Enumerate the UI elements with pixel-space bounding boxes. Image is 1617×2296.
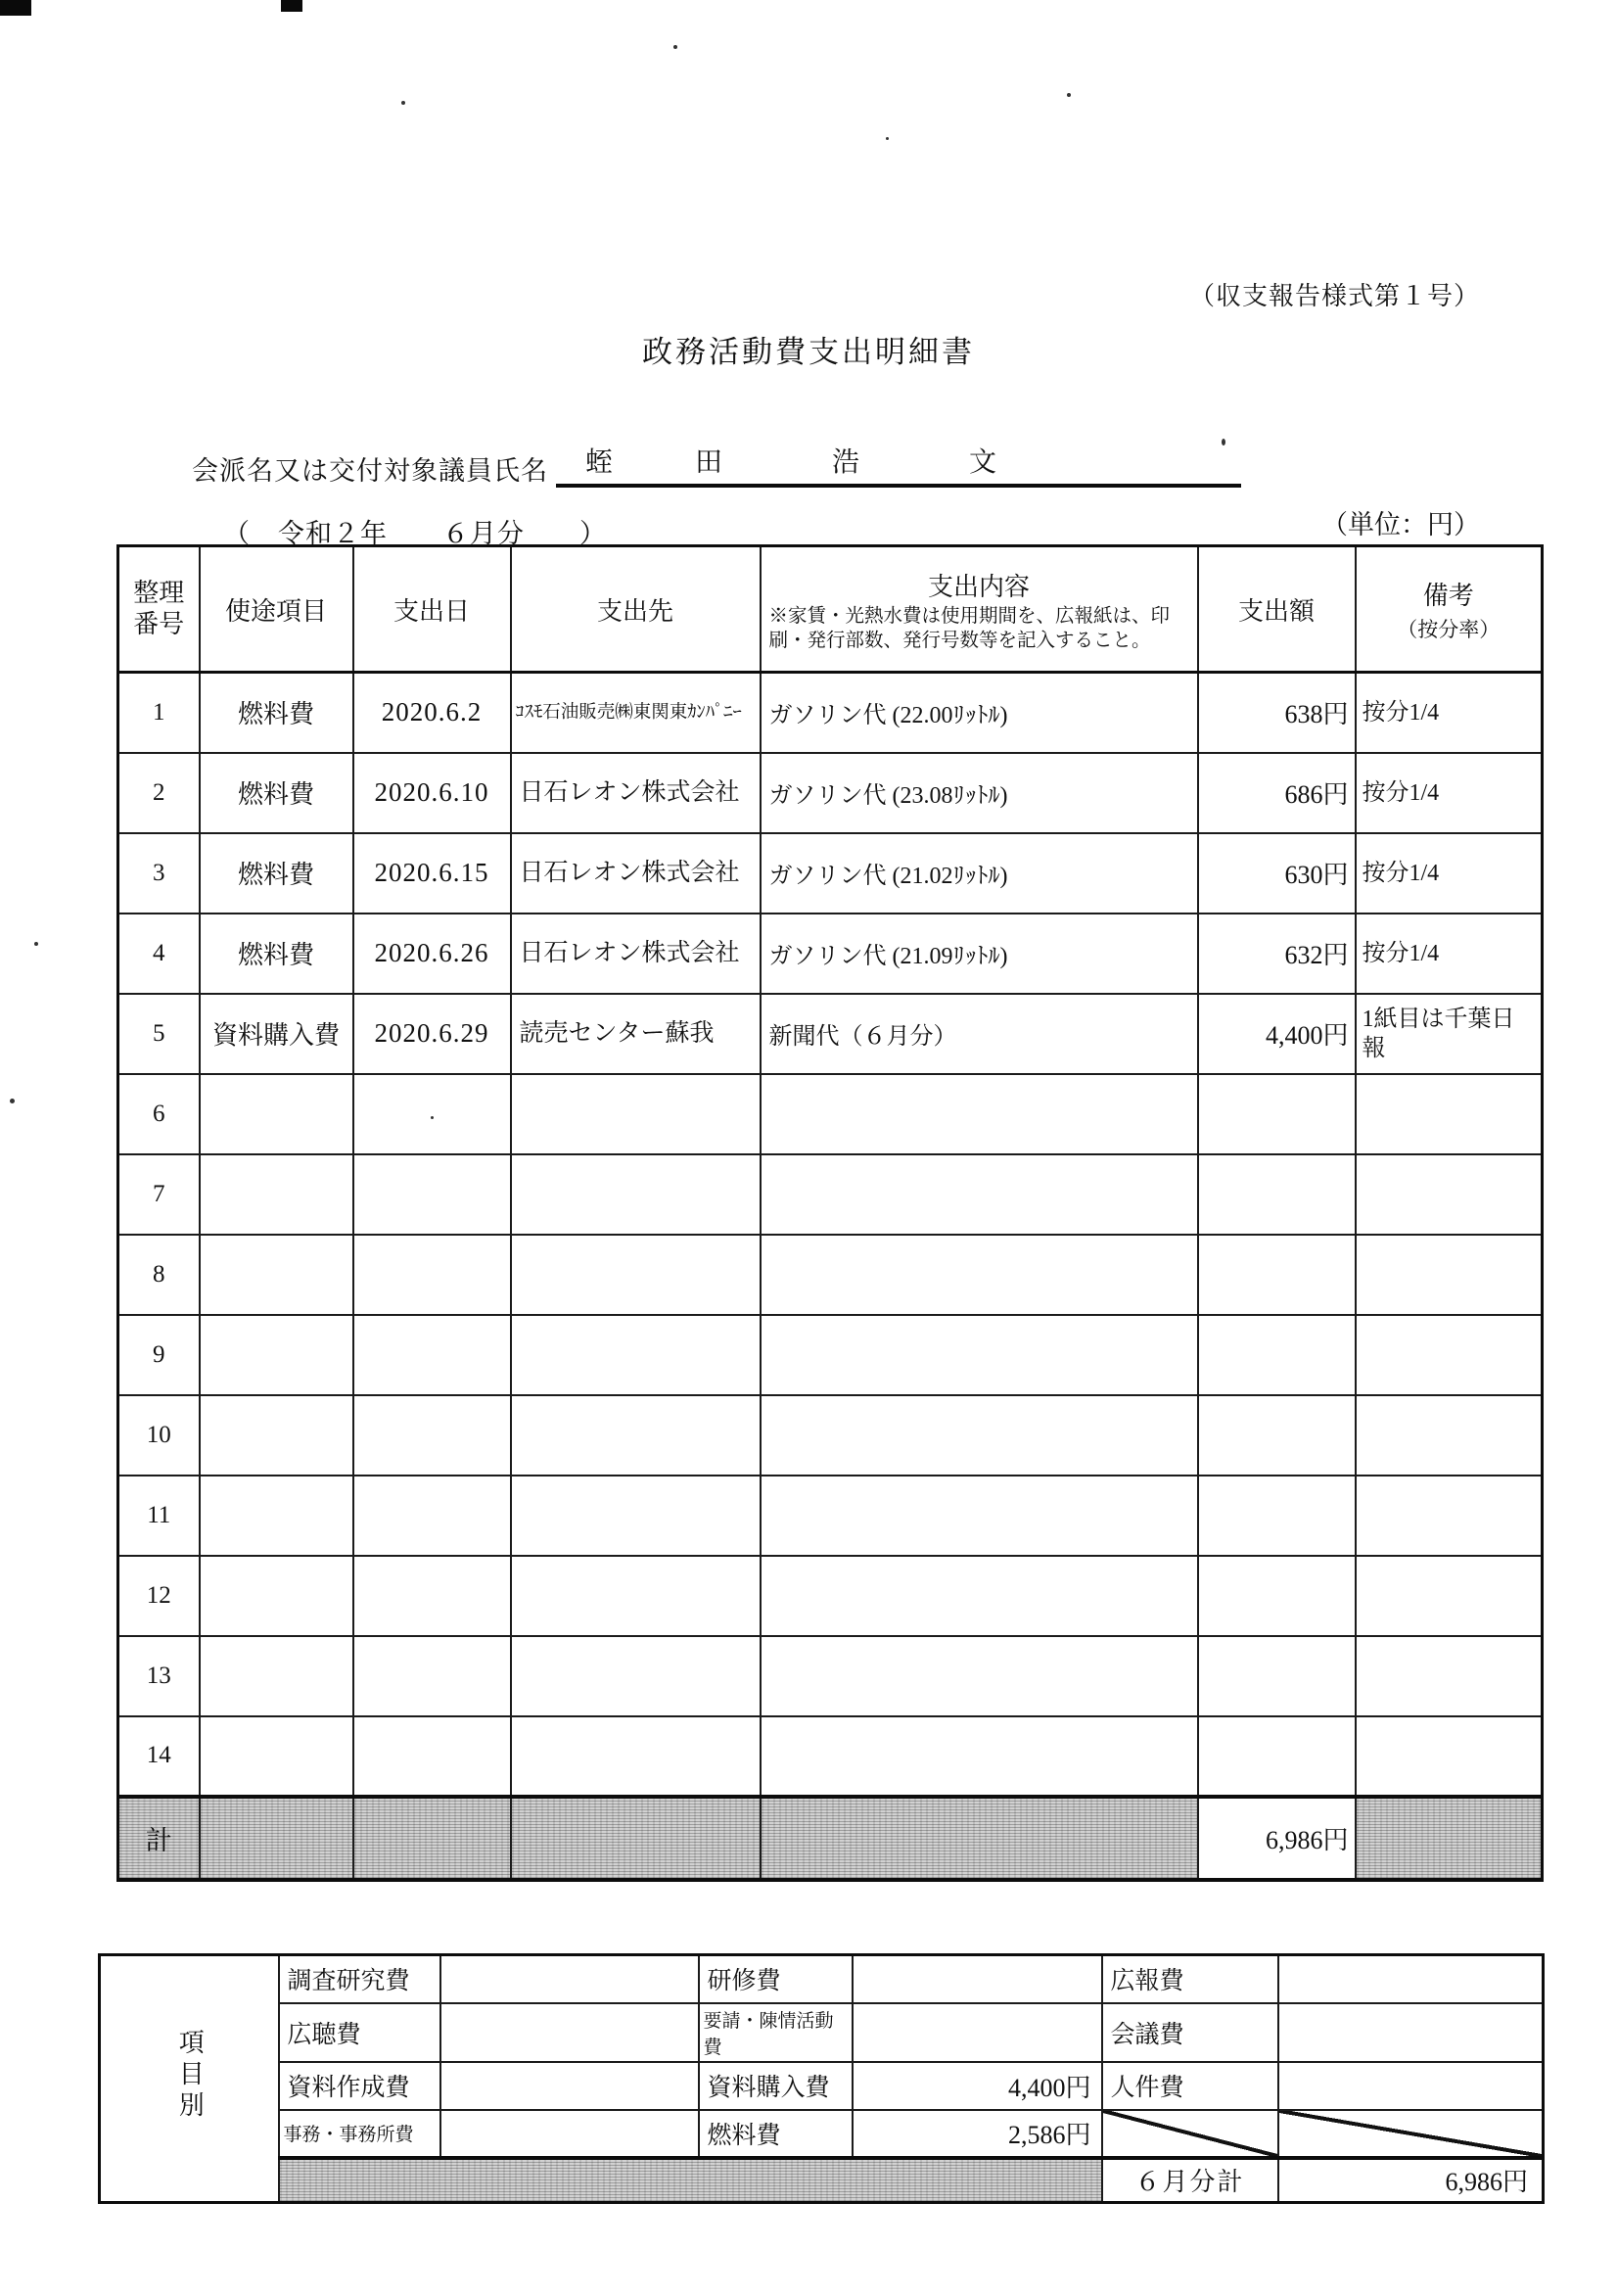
total-empty-cell	[353, 1797, 511, 1880]
expense-amount	[1198, 1556, 1356, 1636]
remarks	[1356, 1395, 1543, 1476]
remarks	[1356, 1636, 1543, 1716]
expense-row	[118, 673, 1543, 753]
value-pr	[1278, 1955, 1544, 2003]
payee: 読売センター蘇我	[511, 994, 761, 1074]
expense-content	[761, 1315, 1198, 1395]
expense-date	[353, 1315, 511, 1395]
expense-date	[353, 1716, 511, 1797]
value-material-creation	[440, 2062, 699, 2110]
expense-table	[116, 544, 1544, 1882]
category-training: 研修費	[699, 1955, 853, 2003]
expense-row	[118, 1556, 1543, 1636]
expense-row	[118, 753, 1543, 833]
expense-content: ガソリン代 (21.09ﾘｯﾄﾙ)	[761, 914, 1198, 994]
expense-date: 2020.6.29	[353, 994, 511, 1074]
expense-date	[353, 1074, 511, 1154]
period-label: （ 令和２年 ６月分 ）	[223, 519, 607, 548]
row-number: 2	[118, 753, 200, 833]
row-number: 9	[118, 1315, 200, 1395]
expense-date	[353, 1395, 511, 1476]
expense-amount	[1198, 1074, 1356, 1154]
payee	[511, 1074, 761, 1154]
row-number: 7	[118, 1154, 200, 1235]
scan-speck	[34, 942, 38, 946]
category-office: 事務・事務所費	[279, 2110, 440, 2158]
expense-content	[761, 1235, 1198, 1315]
expense-date	[353, 1636, 511, 1716]
expense-amount: 686円	[1198, 753, 1356, 833]
expense-row	[118, 1154, 1543, 1235]
usage-item	[200, 1235, 353, 1315]
value-research	[440, 1955, 699, 2003]
payee	[511, 1235, 761, 1315]
col-header-payee: 支出先	[511, 546, 761, 673]
row-number: 4	[118, 914, 200, 994]
content-header-note: ※家賃・光熱水費は使用期間を、広報紙は、印刷・発行部数、発行号数等を記入すること。	[768, 605, 1171, 651]
row-number: 11	[118, 1476, 200, 1556]
expense-row	[118, 1716, 1543, 1797]
summary-row	[100, 2110, 1544, 2158]
usage-item: 燃料費	[200, 833, 353, 914]
payee	[511, 1476, 761, 1556]
expense-amount	[1198, 1154, 1356, 1235]
summary-side-label-text: 項目別	[175, 2028, 205, 2123]
remarks: 按分1/4	[1356, 833, 1543, 914]
value-meeting	[1278, 2003, 1544, 2062]
crossed-out-cell	[1102, 2110, 1278, 2158]
expense-amount: 630円	[1198, 833, 1356, 914]
row-number: 1	[118, 673, 200, 753]
expense-date: 2020.6.15	[353, 833, 511, 914]
total-empty-cell	[761, 1797, 1198, 1880]
payee	[511, 1395, 761, 1476]
expense-row	[118, 1636, 1543, 1716]
total-amount: 6,986円	[1198, 1797, 1356, 1880]
expense-row	[118, 1476, 1543, 1556]
category-material-purchase: 資料購入費	[699, 2062, 853, 2110]
row-number: 13	[118, 1636, 200, 1716]
member-name-value: 蛭 田 浩 文	[556, 441, 1241, 488]
remarks	[1356, 1476, 1543, 1556]
expense-content	[761, 1154, 1198, 1235]
col-header-date: 支出日	[353, 546, 511, 673]
usage-item	[200, 1556, 353, 1636]
expense-content	[761, 1395, 1198, 1476]
expense-content	[761, 1716, 1198, 1797]
category-summary-table	[98, 1953, 1545, 2204]
payee: 日石レオン株式会社	[511, 833, 761, 914]
row-number: 8	[118, 1235, 200, 1315]
expense-row	[118, 914, 1543, 994]
col-header-remarks	[1356, 546, 1543, 673]
unit-label: （単位：円）	[1321, 510, 1480, 539]
expense-date: 2020.6.2	[353, 673, 511, 753]
remarks	[1356, 1235, 1543, 1315]
row-number: 6	[118, 1074, 200, 1154]
expense-date	[353, 1556, 511, 1636]
payee	[511, 1154, 761, 1235]
row-number: 14	[118, 1716, 200, 1797]
value-personnel	[1278, 2062, 1544, 2110]
remarks: 按分1/4	[1356, 914, 1543, 994]
category-petition: 要請・陳情活動費	[699, 2003, 853, 2062]
expense-amount	[1198, 1395, 1356, 1476]
usage-item	[200, 1716, 353, 1797]
expense-date	[353, 1235, 511, 1315]
usage-item: 燃料費	[200, 753, 353, 833]
page-title: 政務活動費支出明細書	[642, 335, 975, 369]
expense-content: ガソリン代 (22.00ﾘｯﾄﾙ)	[761, 673, 1198, 753]
total-row	[118, 1797, 1543, 1880]
value-office	[440, 2110, 699, 2158]
remarks: 按分1/4	[1356, 673, 1543, 753]
value-hearing	[440, 2003, 699, 2062]
scan-artifact	[0, 0, 31, 16]
scan-speck	[886, 137, 889, 140]
col-header-usage: 使途項目	[200, 546, 353, 673]
payee	[511, 1636, 761, 1716]
payee: 日石レオン株式会社	[511, 914, 761, 994]
col-header-amount: 支出額	[1198, 546, 1356, 673]
total-empty-cell	[511, 1797, 761, 1880]
remarks-header-line2: （按分率）	[1397, 617, 1501, 641]
summary-row	[100, 1955, 1544, 2003]
row-number: 3	[118, 833, 200, 914]
expense-amount: 638円	[1198, 673, 1356, 753]
payee: ｺｽﾓ石油販売㈱東関東ｶﾝﾊﾟﾆｰ	[511, 673, 761, 753]
usage-item	[200, 1476, 353, 1556]
content-header-title: 支出内容	[927, 572, 1030, 601]
category-material-creation: 資料作成費	[279, 2062, 440, 2110]
value-material-purchase: 4,400円	[853, 2062, 1102, 2110]
usage-item	[200, 1315, 353, 1395]
expense-row	[118, 833, 1543, 914]
category-meeting: 会議費	[1102, 2003, 1278, 2062]
expense-amount	[1198, 1235, 1356, 1315]
expense-row	[118, 1235, 1543, 1315]
expense-content: ガソリン代 (21.02ﾘｯﾄﾙ)	[761, 833, 1198, 914]
remarks	[1356, 1315, 1543, 1395]
usage-item: 燃料費	[200, 914, 353, 994]
expense-table-header-row	[118, 546, 1543, 673]
payee	[511, 1315, 761, 1395]
usage-item: 燃料費	[200, 673, 353, 753]
summary-row	[100, 2062, 1544, 2110]
row-number: 10	[118, 1395, 200, 1476]
row-number: 5	[118, 994, 200, 1074]
expense-date	[353, 1476, 511, 1556]
expense-amount	[1198, 1636, 1356, 1716]
value-petition	[853, 2003, 1102, 2062]
scan-speck	[401, 101, 405, 105]
expense-amount: 4,400円	[1198, 994, 1356, 1074]
usage-item	[200, 1154, 353, 1235]
scan-speck	[10, 1099, 15, 1103]
remarks	[1356, 1074, 1543, 1154]
month-total-value: 6,986円	[1278, 2158, 1544, 2203]
crossed-out-cell	[1278, 2110, 1544, 2158]
expense-date: 2020.6.10	[353, 753, 511, 833]
expense-date: 2020.6.26	[353, 914, 511, 994]
total-label: 計	[118, 1797, 200, 1880]
expense-content: 新聞代（６月分）	[761, 994, 1198, 1074]
member-line	[192, 441, 1241, 488]
scan-speck	[673, 45, 677, 49]
category-personnel: 人件費	[1102, 2062, 1278, 2110]
expense-content: ガソリン代 (23.08ﾘｯﾄﾙ)	[761, 753, 1198, 833]
usage-item	[200, 1636, 353, 1716]
form-number: （収支報告様式第１号）	[1188, 282, 1480, 310]
summary-total-row	[100, 2158, 1544, 2203]
col-header-content	[761, 546, 1198, 673]
expense-content	[761, 1556, 1198, 1636]
remarks	[1356, 1556, 1543, 1636]
expense-row	[118, 994, 1543, 1074]
remarks-header-line1: 備考	[1422, 581, 1474, 610]
expense-amount	[1198, 1716, 1356, 1797]
remarks: 按分1/4	[1356, 753, 1543, 833]
remarks	[1356, 1154, 1543, 1235]
month-total-label: ６月分計	[1102, 2158, 1278, 2203]
value-fuel: 2,586円	[853, 2110, 1102, 2158]
expense-row	[118, 1395, 1543, 1476]
member-name-label: 会派名又は交付対象議員氏名	[192, 456, 548, 486]
expense-date	[353, 1154, 511, 1235]
expense-content	[761, 1476, 1198, 1556]
expense-content	[761, 1636, 1198, 1716]
expense-row	[118, 1074, 1543, 1154]
usage-item	[200, 1074, 353, 1154]
total-empty-cell	[200, 1797, 353, 1880]
scan-speck	[1067, 93, 1071, 97]
total-empty-cell	[1356, 1797, 1543, 1880]
remarks	[1356, 1716, 1543, 1797]
category-research: 調査研究費	[279, 1955, 440, 2003]
category-pr: 広報費	[1102, 1955, 1278, 2003]
remarks: 1紙目は千葉日報	[1356, 994, 1543, 1074]
payee	[511, 1556, 761, 1636]
col-header-number: 整理番号	[118, 546, 200, 673]
row-number: 12	[118, 1556, 200, 1636]
payee	[511, 1716, 761, 1797]
scan-artifact	[281, 0, 302, 12]
summary-shaded-cell	[279, 2158, 1102, 2203]
summary-row	[100, 2003, 1544, 2062]
expense-amount	[1198, 1476, 1356, 1556]
expense-amount: 632円	[1198, 914, 1356, 994]
value-training	[853, 1955, 1102, 2003]
expense-amount	[1198, 1315, 1356, 1395]
expense-row	[118, 1315, 1543, 1395]
summary-side-label	[100, 1955, 279, 2203]
expense-content	[761, 1074, 1198, 1154]
usage-item	[200, 1395, 353, 1476]
category-fuel: 燃料費	[699, 2110, 853, 2158]
category-hearing: 広聴費	[279, 2003, 440, 2062]
usage-item: 資料購入費	[200, 994, 353, 1074]
payee: 日石レオン株式会社	[511, 753, 761, 833]
